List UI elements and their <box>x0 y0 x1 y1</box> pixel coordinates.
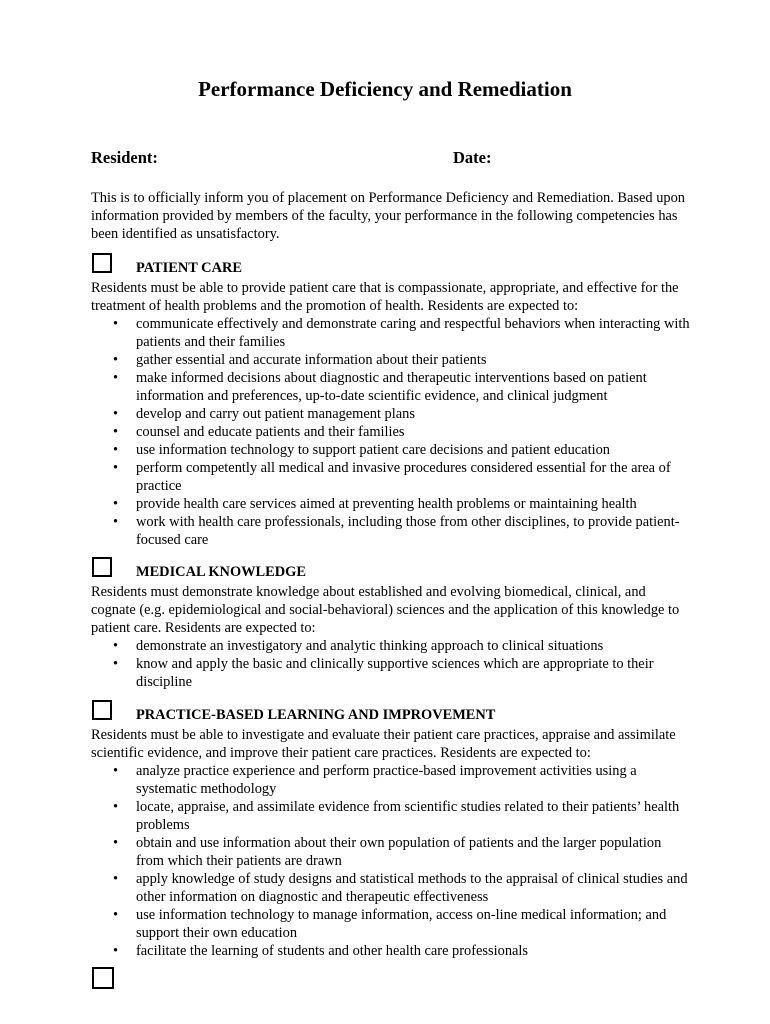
list-item <box>91 798 691 834</box>
list-item <box>91 351 691 369</box>
bullet-icon: • <box>113 496 119 512</box>
list-item <box>91 441 691 459</box>
bullet-icon: • <box>113 763 119 779</box>
bullet-icon: • <box>113 656 119 672</box>
list-item-text: use information technology to support patient care decisions and patient education <box>136 442 610 458</box>
bullet-icon: • <box>113 638 119 654</box>
list-item-text: facilitate the learning of students and other health care professionals <box>136 943 528 959</box>
section-header <box>91 253 691 279</box>
list-item-text: gather essential and accurate information about their patients <box>136 352 487 368</box>
competency-list <box>91 315 691 549</box>
bullet-icon: • <box>113 352 119 368</box>
section-description: Residents must be able to provide patient care that is compassionate, appropriate, and effective for the treatment of health problems and the promotion of health. Residents are expected to: <box>91 280 679 314</box>
list-item-text: analyze practice experience and perform practice-based improvement activities using a systematic methodology <box>136 763 637 797</box>
list-item-text: provide health care services aimed at preventing health problems or maintaining health <box>136 496 637 512</box>
list-item <box>91 315 691 351</box>
competency-list <box>91 762 691 960</box>
bullet-icon: • <box>113 406 119 422</box>
bullet-icon: • <box>113 370 119 386</box>
bullet-icon: • <box>113 460 119 476</box>
list-item <box>91 423 691 441</box>
bullet-icon: • <box>113 424 119 440</box>
list-item <box>91 870 691 906</box>
section-description: Residents must be able to investigate and evaluate their patient care practices, appraise and assimilate scientific evidence, and improve their patient care practices. Residents are expected to: <box>91 727 676 761</box>
section-heading: PATIENT CARE <box>136 260 242 276</box>
section-description: Residents must demonstrate knowledge about established and evolving biomedical, clinical, and cognate (e.g. epidemiological and social-behavioral) sciences and the application of this knowledge to patient care. Residents are expected to: <box>91 584 680 636</box>
list-item-text: use information technology to manage information, access on-line medical information; and support their own education <box>136 907 667 941</box>
practice-based-learning-checkbox[interactable] <box>92 700 112 720</box>
list-item-text: apply knowledge of study designs and statistical methods to the appraisal of clinical studies and other information on diagnostic and therapeutic effectiveness <box>136 871 688 905</box>
bullet-icon: • <box>113 871 119 887</box>
bullet-icon: • <box>113 514 119 530</box>
list-item-text: counsel and educate patients and their families <box>136 424 405 440</box>
list-item <box>91 834 691 870</box>
list-item <box>91 405 691 423</box>
bullet-icon: • <box>113 835 119 851</box>
bullet-icon: • <box>113 442 119 458</box>
list-item-text: obtain and use information about their own population of patients and the larger population from which their patients are drawn <box>136 835 662 869</box>
list-item-text: locate, appraise, and assimilate evidence from scientific studies related to their patients’ health problems <box>136 799 680 833</box>
intro-paragraph: This is to officially inform you of placement on Performance Deficiency and Remediation. Based upon information provided by members of the faculty, your performance in the following competencies has been identified as unsatisfactory. <box>91 190 685 242</box>
page-title: Performance Deficiency and Remediation <box>198 77 572 101</box>
section-practice-based-learning <box>91 700 691 960</box>
list-item <box>91 942 691 960</box>
bullet-icon: • <box>113 316 119 332</box>
list-item-text: make informed decisions about diagnostic and therapeutic interventions based on patient information and preferences, up-to-date scientific evidence, and clinical judgment <box>136 370 647 404</box>
bullet-icon: • <box>113 907 119 923</box>
list-item <box>91 369 691 405</box>
list-item <box>91 637 691 655</box>
list-item <box>91 655 691 691</box>
next-section-checkbox[interactable] <box>92 967 114 989</box>
resident-label: Resident: <box>91 148 158 167</box>
list-item-text: demonstrate an investigatory and analytic thinking approach to clinical situations <box>136 638 604 654</box>
section-medical-knowledge <box>91 557 691 691</box>
list-item-text: know and apply the basic and clinically supportive sciences which are appropriate to their discipline <box>136 656 654 690</box>
bullet-icon: • <box>113 943 119 959</box>
list-item <box>91 459 691 495</box>
list-item-text: develop and carry out patient management plans <box>136 406 415 422</box>
section-heading: PRACTICE-BASED LEARNING AND IMPROVEMENT <box>136 707 496 723</box>
list-item <box>91 762 691 798</box>
patient-care-checkbox[interactable] <box>92 253 112 273</box>
list-item <box>91 495 691 513</box>
list-item-text: perform competently all medical and invasive procedures considered essential for the area of practice <box>136 460 671 494</box>
section-header <box>91 557 691 583</box>
bullet-icon: • <box>113 799 119 815</box>
list-item <box>91 906 691 942</box>
list-item-text: communicate effectively and demonstrate caring and respectful behaviors when interacting with patients and their families <box>136 316 690 350</box>
medical-knowledge-checkbox[interactable] <box>92 557 112 577</box>
list-item <box>91 513 691 549</box>
section-patient-care <box>91 253 691 549</box>
date-label: Date: <box>453 148 492 167</box>
list-item-text: work with health care professionals, including those from other disciplines, to provide patient-focused care <box>136 514 680 548</box>
section-header <box>91 700 691 726</box>
section-heading: MEDICAL KNOWLEDGE <box>136 564 306 580</box>
competency-list <box>91 637 691 691</box>
